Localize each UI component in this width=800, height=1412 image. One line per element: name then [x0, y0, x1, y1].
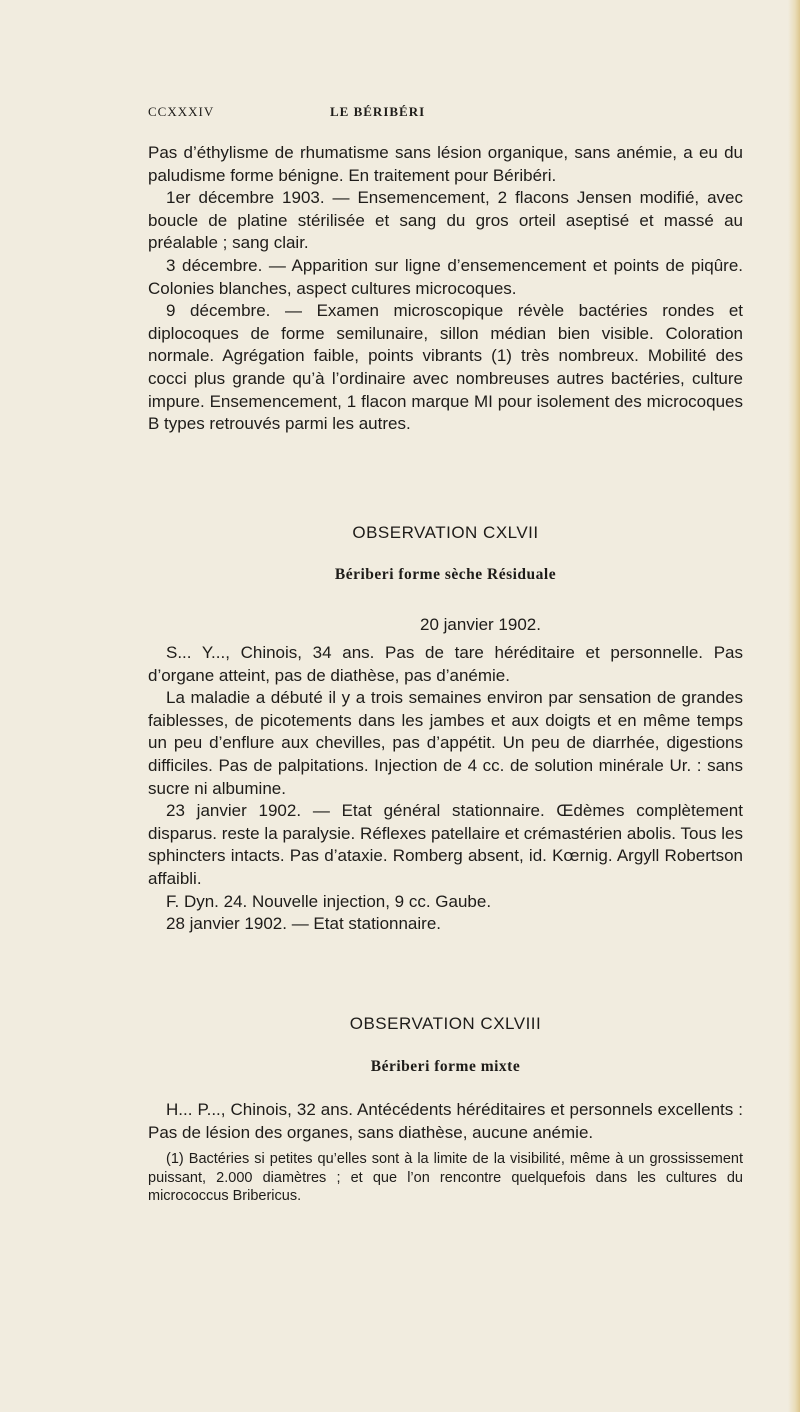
- paragraph: F. Dyn. 24. Nouvelle injection, 9 cc. Gaube.: [166, 891, 492, 911]
- observation-subtitle: Bériberi forme mixte: [370, 1058, 521, 1075]
- paragraph: 3 décembre. — Apparition sur ligne d’ensemencement et points de piqûre. Colonies blanches, aspect cultures microcoques.: [148, 255, 743, 298]
- page-edge: [788, 0, 800, 1412]
- observation-1-text: [148, 642, 743, 936]
- running-head: [148, 104, 748, 126]
- footnote: [148, 1150, 743, 1206]
- paragraph: H... P..., Chinois, 32 ans. Antécédents héréditaires et personnels excellents : Pas de lésion des organes, sans diathèse, aucune anémie.: [148, 1100, 743, 1142]
- paragraph: 28 janvier 1902. — Etat stationnaire.: [166, 914, 441, 934]
- paragraph: S... Y..., Chinois, 34 ans. Pas de tare héréditaire et personnelle. Pas d’organe atteint, pas de diathèse, pas d’anémie.: [148, 643, 743, 685]
- observation-date: 20 janvier 1902.: [420, 615, 541, 634]
- footnote-text: (1) Bactéries si petites qu’elles sont à la limite de la visibilité, même à un grossissement puissant, 2.000 diamètres ; et que l’on rencontre quelquefois dans les cultures du micrococcus Bribericus.: [148, 1151, 743, 1204]
- paragraph: 9 décembre. — Examen microscopique révèle bactéries rondes et diplocoques de forme semilunaire, sillon médian bien visible. Coloration normale. Agrégation faible, points vibrants (1) très nombreux. Mobilité des cocci plus grande qu’à l’ordinaire avec nombreuses autres bactéries, culture impure. Ensemencement, 1 flacon marque MI pour isolement des microcoques B types retrouvés parmi les autres.: [148, 301, 743, 434]
- observation-title: OBSERVATION CXLVIII: [349, 1014, 542, 1033]
- observation-2-text: [148, 1099, 743, 1144]
- paragraph: La maladie a débuté il y a trois semaines environ par sensation de grandes faiblesses, de picotements dans les jambes et aux doigts et en même temps un peu d’enflure aux chevilles, pas d’appétit. Un peu de diarrhée, digestions difficiles. Pas de palpitations. Injection de 4 cc. de solution minérale Ur. : sans sucre ni albumine.: [148, 688, 743, 798]
- observation-title: OBSERVATION CXLVII: [352, 523, 539, 542]
- running-title: LE BÉRIBÉRI: [330, 104, 426, 119]
- paragraph: 23 janvier 1902. — Etat général stationnaire. Œdèmes complètement disparus. reste la paralysie. Réflexes patellaire et crémastérien abolis. Tous les sphincters intacts. Pas d’ataxie. Romberg absent, id. Kœrnig. Argyll Robertson affaibli.: [148, 801, 743, 888]
- observation-subtitle: Bériberi forme sèche Résiduale: [334, 566, 557, 583]
- top-text-block: [148, 142, 743, 436]
- paragraph: Pas d’éthylisme de rhumatisme sans lésion organique, sans anémie, a eu du paludisme forme bénigne. En traitement pour Béribéri.: [148, 143, 743, 185]
- paragraph: 1er décembre 1903. — Ensemencement, 2 flacons Jensen modifié, avec boucle de platine stérilisée et sang du gros orteil aseptisé et massé au préalable ; sang clair.: [148, 188, 743, 253]
- page-number: CCXXXIV: [148, 104, 215, 119]
